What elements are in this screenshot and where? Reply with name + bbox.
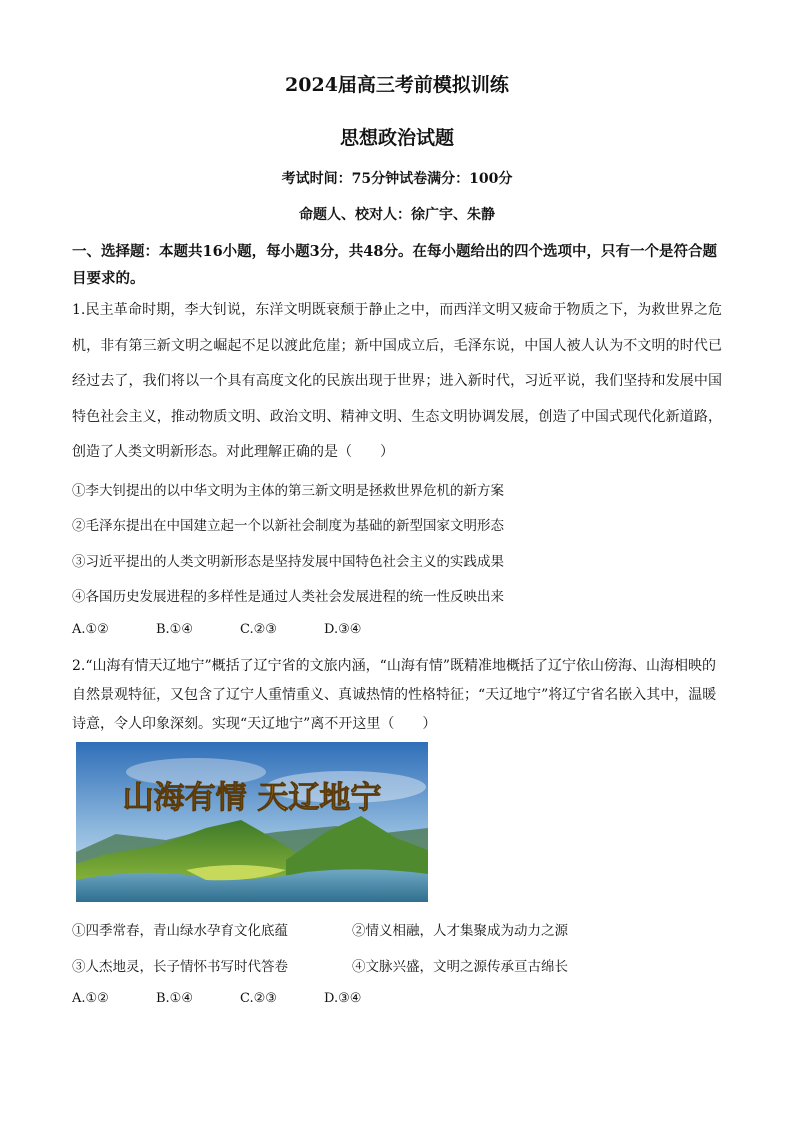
q1-choice-d: D.③④ [324,622,362,637]
q1-option-1: ①李大钊提出的以中华文明为主体的第三新文明是拯救世界危机的新方案 [72,483,504,499]
q2-option-3: ③人杰地灵，长子情怀书写时代答卷 [72,959,288,975]
q1-choices [72,622,408,637]
q1-choice-b: B.①④ [156,622,193,637]
q1-option-3: ③习近平提出的人类文明新形态是坚持发展中国特色社会主义的实践成果 [72,554,504,570]
q2-option-1: ①四季常春，青山绿水孕育文化底蕴 [72,923,288,939]
liaoning-landscape-image [76,742,428,902]
exam-info: 考试时间：75分钟试卷满分：100分 [281,171,513,187]
q2-choice-c: C.②③ [240,991,277,1006]
authors-line: 命题人、校对人：徐广宇、朱静 [299,207,495,223]
q1-option-2: ②毛泽东提出在中国建立起一个以新社会制度为基础的新型国家文明形态 [72,518,504,534]
q2-option-2: ②情义相融，人才集聚成为动力之源 [352,923,568,939]
q2-choice-a: A.①② [72,991,109,1006]
exam-title: 2024届高三考前模拟训练 [285,74,509,96]
q2-choice-b: B.①④ [156,991,193,1006]
question-1-stem: 1.民主革命时期，李大钊说，东洋文明既衰颓于静止之中，而西洋文明又疲命于物质之下，为救世界之危机，非有第三新文明之崛起不足以渡此危崖；新中国成立后，毛泽东说，中国人被人认为不文明的时代已经过去了，我们将以一个具有高度文化的民族出现于世界；进入新时代，习近平说，我们坚持和发展中国特色社会主义，推动物质文明、政治文明、精神文明、生态文明协调发展，创造了中国式现代化新道路，创造了人类文明新形态。对此理解正确的是（ ） [72,302,722,460]
q2-choice-d: D.③④ [324,991,362,1006]
q1-option-4: ④各国历史发展进程的多样性是通过人类社会发展进程的统一性反映出来 [72,589,504,605]
q1-choice-a: A.①② [72,622,109,637]
banner-text: 山海有情 天辽地宁 [122,780,382,816]
q1-choice-c: C.②③ [240,622,277,637]
subject-title: 思想政治试题 [339,127,454,149]
q2-option-4: ④文脉兴盛，文明之源传承亘古绵长 [352,959,568,975]
q2-choices [72,991,408,1006]
section-heading: 一、选择题：本题共16小题，每小题3分，共48分。在每小题给出的四个选项中，只有一个是符合题目要求的。 [72,243,717,287]
question-2-stem: 2.“山海有情天辽地宁”概括了辽宁省的文旅内涵，“山海有情”既精准地概括了辽宁依山傍海、山海相映的自然景观特征，又包含了辽宁人重情重义、真诚热情的性格特征；“天辽地宁”将辽宁省名嵌入其中，温暖诗意，令人印象深刻。实现“天辽地宁”离不开这里（ ） [72,658,717,732]
